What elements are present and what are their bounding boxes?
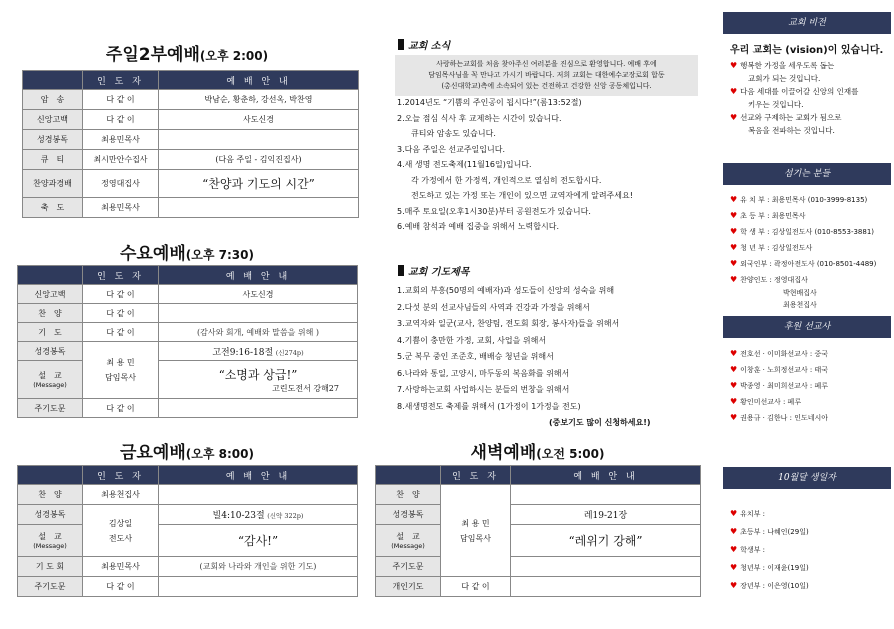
list-item: 각 가정에서 한 가정씩, 개인적으로 열심히 전도합시다. (411, 175, 602, 185)
list-item: 5.군 복무 중인 조준호, 배배승 청년을 위해서 (397, 352, 554, 361)
table-row: 신앙고백 다 같 이 사도신경 (18, 285, 358, 304)
table-row: 기 도 다 같 이 (감사와 회개, 예배와 말씀을 위해 ) (18, 323, 358, 342)
birthday-heading: 10월달 생일자 (723, 467, 891, 489)
heart-icon: ♥ (730, 509, 738, 518)
heart-icon: ♥ (730, 87, 738, 96)
birthday-list: ♥ 유치부 : ♥ 초등부 : 나혜인(29일) ♥ 학생부 : ♥ 청년부 : 이재윤(19일) ♥ 장년부 : 이은영(10일) (730, 509, 809, 590)
sunday-table (22, 70, 359, 218)
header-leader: 인 도 자 (83, 71, 159, 90)
table-row: 신앙고백 다 같 이 사도신경 (23, 110, 359, 130)
heart-icon: ♥ (730, 349, 738, 358)
news-heading: 교회 소식 (398, 37, 450, 52)
list-item: 2.오늘 점심 식사 후 교제하는 시간이 있습니다. (397, 113, 562, 123)
heart-icon: ♥ (730, 243, 738, 252)
friday-title: 금요예배(오후 8:00) (120, 443, 254, 463)
table-row: 설 교 (Message) “레위기 강해” (376, 525, 701, 557)
table-row: 설 교 (Message) “소명과 상급!” 고린도전서 강해27 (18, 361, 358, 399)
square-bullet-icon (398, 39, 404, 50)
heart-icon: ♥ (730, 365, 738, 374)
table-row: 설 교 (Message) “감사!” (18, 525, 358, 557)
table-row: 축 도 최용민목사 (23, 198, 359, 218)
heart-icon: ♥ (730, 275, 738, 284)
vision-heading: 교회 비전 (723, 12, 891, 34)
missionary-list: ♥ 전호선 · 이미화선교사 : 중국 ♥ 이창훈 · 노희정선교사 : 태국 ♥ 박종영 · 최미희선교사 : 페루 ♥ 황인미선교사 : 페루 ♥ 권용규 · 김한나 : 인도네시아 (730, 349, 829, 422)
header-leader: 인 도 자 (83, 266, 159, 285)
list-item: 6.나라와 통일, 고양시, 마두동의 복음화를 위해서 (397, 368, 570, 378)
table-row: 주기도문 다 같 이 (18, 577, 358, 597)
table-row: 성경봉독 김상일 전도사 빌4:10-23절 (신약 322p) (18, 505, 358, 525)
table-row: 개인기도 다 같 이 (376, 577, 701, 597)
heart-icon: ♥ (730, 381, 738, 390)
staff-list: ♥ 유 치 부 : 최용민목사 (010-3999-8135) ♥ 초 등 부 : 최용민목사 ♥ 학 생 부 : 김상일전도사 (010-8553-3881) ♥ 청 년 부 : 김상일전도사 ♥ 외국인부 : 곽정아전도사 (010-8501-4489) ♥ 찬양인도 : 정영대집사 박현배집사 최용천집사 (730, 195, 877, 309)
list-item: 3.다음 주일은 선교주일입니다. (397, 144, 505, 154)
table-row: 찬 양 최용천집사 (18, 485, 358, 505)
table-row: 성경봉독 최 용 민 담임목사 고전9:16-18절 (신274p) (18, 342, 358, 361)
list-item: 4.기쁨이 충만한 가정, 교회, 사업을 위해서 (397, 335, 547, 345)
table-row: 주기도문 (376, 557, 701, 577)
table-row: 찬양과경배 정영대집사 “찬양과 기도의 시간” (23, 170, 359, 198)
dawn-table (375, 465, 701, 597)
table-row: 주기도문 다 같 이 (18, 399, 358, 418)
heart-icon: ♥ (730, 259, 738, 268)
list-item: 전도하고 있는 가정 또는 개인이 있으면 교역자에게 알려주세요! (411, 191, 633, 200)
header-leader: 인 도 자 (83, 466, 159, 485)
wednesday-table (17, 265, 358, 418)
list-item: 1.2014년도 “기쁨의 주인공이 됩시다!”(롬13:52절) (397, 98, 582, 107)
list-item: 6.예배 참석과 예배 집중을 위해서 노력합시다. (397, 222, 559, 231)
heart-icon: ♥ (730, 227, 738, 236)
sunday-title: 주일2부예배(오후 2:00) (105, 45, 269, 65)
square-bullet-icon (398, 265, 404, 276)
header-info: 예 배 안 내 (159, 71, 359, 90)
vision-block: 우리 교회는 (vision)이 있습니다. ♥ 행복한 가정을 세우도록 돕는 교회가 되는 것입니다. ♥ 다음 세대를 이끌어갈 신앙의 인재를 키우는 것입니다. ♥ 선교와 구제하는 교회가 됨으로 복음을 전파하는 것입니다. (730, 45, 884, 135)
heart-icon: ♥ (730, 61, 738, 70)
list-item: 8.새생명전도 축제를 위해서 (1가정이 1가정을 전도) (397, 401, 581, 411)
missionary-heading: 후원 선교사 (723, 316, 891, 338)
prayer-heading: 교회 기도제목 (398, 263, 469, 278)
wednesday-title: 수요예배(오후 7:30) (120, 244, 254, 264)
header-info: 예 배 안 내 (511, 466, 701, 485)
table-row: 찬 양 다 같 이 (18, 304, 358, 323)
list-item: 5.매주 토요일(오후1시30분)부터 공원전도가 있습니다. (397, 206, 591, 216)
heart-icon: ♥ (730, 211, 738, 220)
heart-icon: ♥ (730, 545, 738, 554)
friday-table (17, 465, 358, 597)
table-row: 성경봉독 레19-21장 (376, 505, 701, 525)
heart-icon: ♥ (730, 397, 738, 406)
dawn-title: 새벽예배(오전 5:00) (470, 443, 605, 463)
news-list (397, 95, 633, 235)
table-row: 큐 티 최시만안수집사 (다음 주일 - 김익진집사) (23, 150, 359, 170)
heart-icon: ♥ (730, 581, 738, 590)
staff-heading: 섬기는 분들 (723, 163, 891, 185)
heart-icon: ♥ (730, 195, 738, 204)
table-row: 찬 양 최 용 민 담임목사 (376, 485, 701, 505)
list-item: 4.새 생명 전도축제(11월16일)입니다. (397, 160, 532, 169)
list-item: 1.교회의 부흥(50명의 예배자)과 성도들이 신앙의 성숙을 위해 (397, 286, 615, 295)
heart-icon: ♥ (730, 113, 738, 122)
welcome-notice: 사랑하는교회를 처음 찾아주신 여러분을 진심으로 환영합니다. 예배 후에 담임목사님을 꼭 만나고 가시기 바랍니다. 저희 교회는 대한예수교장로회 합동 (총신대학교)측에 소속되어 있는 건전하고 건강한 신앙 공동체입니다. (395, 55, 698, 96)
heart-icon: ♥ (730, 413, 738, 422)
heart-icon: ♥ (730, 527, 738, 536)
list-item: (중보기도 많이 신청하세요!) (549, 418, 651, 427)
list-item: 큐티와 암송도 있습니다. (411, 129, 496, 138)
prayer-list (397, 283, 651, 432)
table-row: 암 송 다 같 이 박남순, 황춘하, 강선옥, 박찬영 (23, 90, 359, 110)
table-row: 기 도 회 최용민목사 (교회와 나라와 개인을 위한 기도) (18, 557, 358, 577)
list-item: 3.교역자와 일군(교사, 찬양팀, 전도회 회장, 봉사자)들을 위해서 (397, 319, 620, 328)
list-item: 2.다섯 분의 선교사님들의 사역과 건강과 가정을 위해서 (397, 302, 590, 312)
header-info: 예 배 안 내 (159, 466, 358, 485)
header-info: 예 배 안 내 (159, 266, 358, 285)
header-leader: 인 도 자 (441, 466, 511, 485)
heart-icon: ♥ (730, 563, 738, 572)
list-item: 7.사랑하는교회 사업하시는 분들의 번창을 위해서 (397, 385, 570, 394)
table-row: 성경봉독 최용민목사 (23, 130, 359, 150)
